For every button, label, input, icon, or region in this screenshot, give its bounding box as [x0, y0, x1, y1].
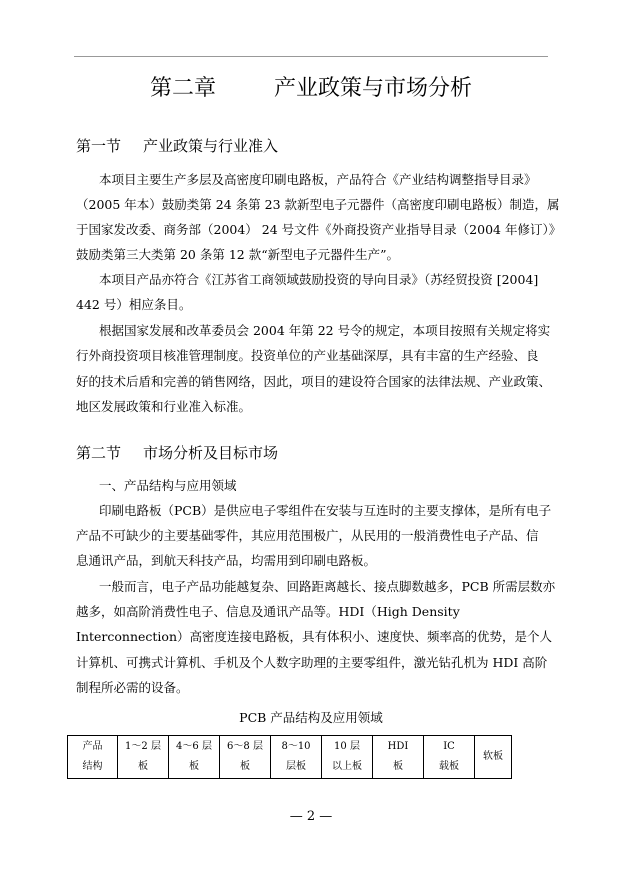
header-rule	[74, 56, 548, 57]
paragraph-line: 鼓励类第三大类第 20 条第 12 款“新型电子元器件生产”。	[76, 247, 399, 262]
paragraph-line: 息通讯产品，到航天科技产品，均需用到印刷电路板。	[76, 553, 377, 568]
chapter-number: 第二章	[149, 76, 216, 101]
paragraph-line: 制程所必需的设备。	[76, 680, 189, 695]
table-header-cell: 4～6 层 板	[169, 736, 220, 779]
page-number: — 2 —	[289, 809, 333, 824]
table-header-cell: HDI 板	[373, 736, 424, 779]
paragraph-line: （2005 年本）鼓励类第 24 条第 23 款新型电子元器件（高密度印刷电路板）制造，属	[76, 197, 560, 212]
paragraph-line: 印刷电路板（PCB）是供应电子零组件在安装与互连时的主要支撑体，是所有电子	[99, 503, 552, 518]
table-header-cell: 软板	[475, 736, 512, 779]
chapter-title: 产业政策与市场分析	[274, 76, 473, 101]
paragraph-line: 行外商投资项目核准管理制度。投资单位的产业基础深厚，具有丰富的生产经验、良	[76, 348, 539, 363]
paragraph-line: 于国家发改委、商务部（2004） 24 号文件《外商投资产业指导目录（2004 年修订）》	[76, 222, 562, 237]
table-header-cell: 10 层 以上板	[322, 736, 373, 779]
paragraph-line: 本项目主要生产多层及高密度印刷电路板，产品符合《产业结构调整指导目录》	[99, 172, 537, 187]
table-header-cell: 产品 结构	[68, 736, 118, 779]
section-2-number: 第二节	[76, 444, 122, 462]
paragraph-line: 地区发展政策和行业准入标准。	[76, 399, 252, 414]
pcb-product-table	[67, 735, 512, 779]
paragraph-line: 产品不可缺少的主要基础零件，其应用范围极广，从民用的一般消费性电子产品、信	[76, 528, 539, 543]
section-1-number: 第一节	[76, 137, 122, 155]
table-header-cell: IC 载板	[424, 736, 475, 779]
paragraph-line: 计算机、可携式计算机、手机及个人数字助理的主要零组件，激光钻孔机为 HDI 高阶	[76, 655, 548, 670]
section-2-heading	[76, 443, 278, 463]
paragraph-line: 越多，如高阶消费性电子、信息及通讯产品等。HDI（High Density	[76, 604, 460, 619]
section-2-title: 市场分析及目标市场	[143, 444, 279, 462]
paragraph-line: 442 号）相应条目。	[76, 297, 192, 312]
table-header-cell: 8～10 层板	[271, 736, 322, 779]
table-header-cell: 1～2 层 板	[118, 736, 169, 779]
table-header-row	[68, 736, 512, 779]
paragraph-line: 本项目产品亦符合《江苏省工商领域鼓励投资的导向目录》（苏经贸投资 [2004]	[99, 272, 539, 287]
table-caption: PCB 产品结构及应用领域	[239, 710, 383, 725]
chapter-heading	[74, 74, 548, 104]
paragraph-line: Interconnection）高密度连接电路板，具有体积小、速度快、频率高的优势，是个人	[76, 629, 553, 644]
section-1-title: 产业政策与行业准入	[143, 137, 279, 155]
table-header-cell: 6～8 层 板	[220, 736, 271, 779]
section-1-heading	[76, 136, 278, 156]
paragraph-line: 好的技术后盾和完善的销售网络，因此，项目的建设符合国家的法律法规、产业政策、	[76, 374, 552, 389]
paragraph-line: 一般而言，电子产品功能越复杂、回路距离越长、接点脚数越多，PCB 所需层数亦	[99, 579, 556, 594]
subheading: 一、产品结构与应用领域	[99, 478, 237, 493]
paragraph-line: 根据国家发展和改革委员会 2004 年第 22 号令的规定，本项目按照有关规定将实	[99, 323, 551, 338]
